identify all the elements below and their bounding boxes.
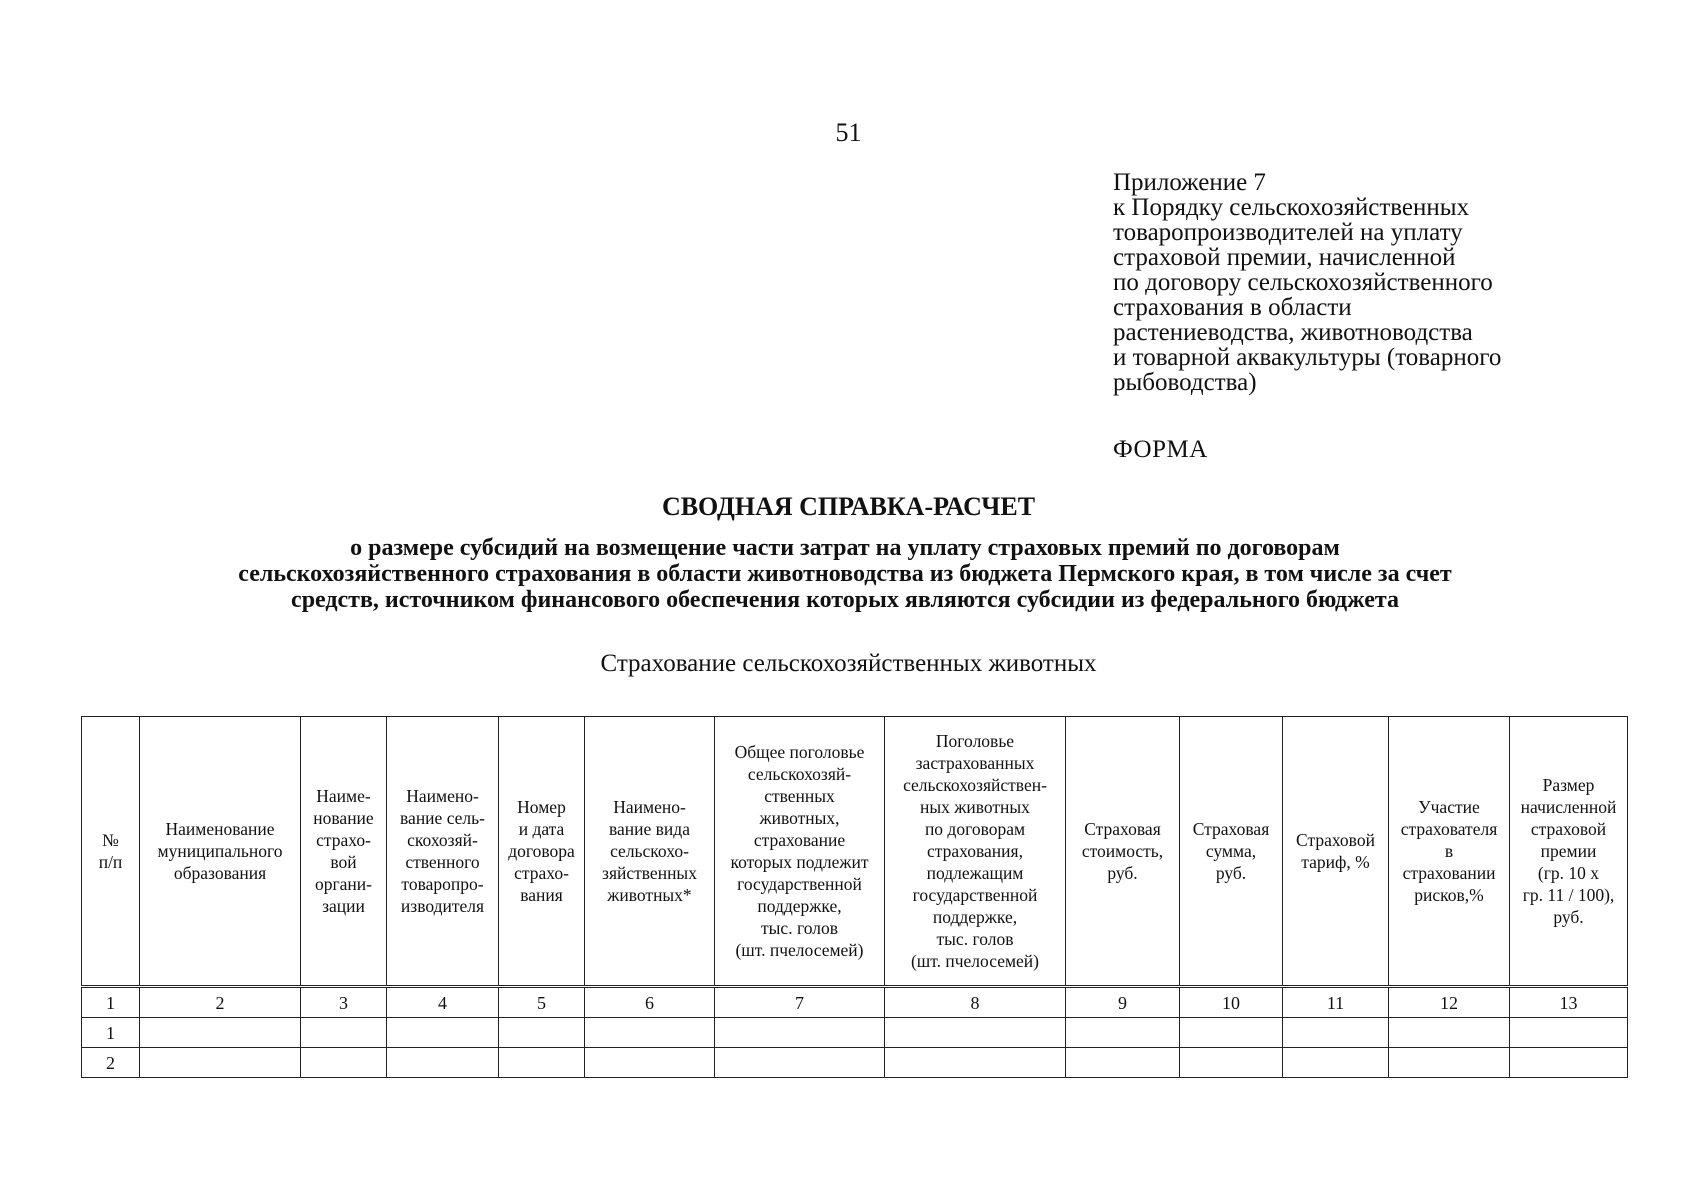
column-header-line: зации bbox=[322, 896, 365, 916]
column-header-line: сельскохо- bbox=[610, 841, 689, 861]
subtitle-line: средств, источником финансового обеспечения которых являются субсидии из федерального бюджета bbox=[291, 587, 1399, 613]
column-header-line: Участие bbox=[1418, 797, 1480, 817]
column-header-line: тыс. голов bbox=[936, 929, 1014, 949]
column-header-line: нование bbox=[313, 808, 374, 828]
row-number-cell: 2 bbox=[82, 1048, 140, 1078]
column-header-line: страховой bbox=[1530, 819, 1607, 839]
column-header-line: стоимость, bbox=[1081, 841, 1164, 861]
table-cell[interactable] bbox=[1389, 1048, 1510, 1078]
column-header-line: Страховой bbox=[1296, 830, 1375, 850]
table-cell[interactable] bbox=[387, 1048, 499, 1078]
column-header-line: страхо- bbox=[316, 830, 371, 850]
column-header-line: руб. bbox=[1215, 863, 1247, 883]
column-number-cell: 13 bbox=[1510, 987, 1628, 1018]
column-header bbox=[140, 717, 301, 987]
appendix-line: растениеводства, животноводства bbox=[1113, 319, 1473, 346]
column-header-line: животных* bbox=[607, 885, 692, 905]
table-cell[interactable] bbox=[715, 1018, 885, 1048]
column-header-line: ственных bbox=[764, 786, 835, 806]
table-cell[interactable] bbox=[885, 1018, 1066, 1048]
column-header bbox=[715, 717, 885, 987]
column-number-cell: 1 bbox=[82, 987, 140, 1018]
table-header-row bbox=[82, 717, 1628, 987]
document-subtitle bbox=[60, 535, 1630, 613]
column-header-line: договора bbox=[508, 841, 575, 861]
column-header-line: п/п bbox=[98, 852, 123, 872]
column-header-line: (шт. пчелосемей) bbox=[735, 940, 864, 960]
column-header bbox=[82, 717, 140, 987]
appendix-line: Приложение 7 bbox=[1113, 169, 1266, 196]
appendix-reference bbox=[1113, 170, 1653, 395]
appendix-line: рыбоводства) bbox=[1113, 369, 1257, 396]
table-cell[interactable] bbox=[1510, 1048, 1628, 1078]
column-number-row bbox=[82, 987, 1628, 1018]
column-header-line: муниципального bbox=[157, 841, 283, 861]
appendix-line: страхования в области bbox=[1113, 294, 1352, 321]
column-header bbox=[499, 717, 585, 987]
column-header-line: вания bbox=[520, 885, 563, 905]
table-cell[interactable] bbox=[140, 1018, 301, 1048]
column-header bbox=[1283, 717, 1389, 987]
table-cell[interactable] bbox=[1066, 1018, 1180, 1048]
calculation-table bbox=[81, 716, 1628, 1078]
column-header-line: Размер bbox=[1542, 775, 1595, 795]
column-header-line: животных, bbox=[759, 808, 840, 828]
column-header bbox=[1180, 717, 1283, 987]
column-header-line: застрахованных bbox=[915, 753, 1035, 773]
column-header-line: страхо- bbox=[514, 863, 569, 883]
column-header-line: и дата bbox=[518, 819, 565, 839]
column-header bbox=[1389, 717, 1510, 987]
column-header-line: руб. bbox=[1107, 863, 1138, 883]
column-header-line: № bbox=[102, 830, 119, 850]
column-header-line: премии bbox=[1540, 841, 1597, 861]
column-header-line: Страховая bbox=[1084, 819, 1161, 839]
table-cell[interactable] bbox=[387, 1018, 499, 1048]
form-label: ФОРМА bbox=[1113, 436, 1208, 463]
column-header-line: зяйственных bbox=[602, 863, 697, 883]
column-header-line: страховании bbox=[1402, 863, 1496, 883]
table-cell[interactable] bbox=[585, 1048, 715, 1078]
table-cell[interactable] bbox=[1510, 1018, 1628, 1048]
column-header-line: сельскохозяй- bbox=[747, 764, 852, 784]
table-cell[interactable] bbox=[1180, 1018, 1283, 1048]
column-header-line: ственного bbox=[405, 852, 480, 872]
column-header bbox=[1510, 717, 1628, 987]
column-header-line: Наименование bbox=[165, 819, 275, 839]
column-number-cell: 2 bbox=[140, 987, 301, 1018]
column-header-line: которых подлежит bbox=[730, 852, 869, 872]
column-header-line: Поголовье bbox=[935, 731, 1015, 751]
column-header-line: в bbox=[1444, 841, 1454, 861]
table-cell[interactable] bbox=[140, 1048, 301, 1078]
column-header-line: гр. 11 / 100), bbox=[1522, 885, 1615, 905]
column-header-line: (шт. пчелосемей) bbox=[910, 951, 1040, 971]
section-title: Страхование сельскохозяйственных животных bbox=[600, 650, 1097, 677]
column-header bbox=[1066, 717, 1180, 987]
appendix-line: товаропроизводителей на уплату bbox=[1113, 219, 1463, 246]
column-number-cell: 8 bbox=[885, 987, 1066, 1018]
column-number-cell: 5 bbox=[499, 987, 585, 1018]
column-header-line: страхователя bbox=[1400, 819, 1498, 839]
column-header bbox=[885, 717, 1066, 987]
table-cell[interactable] bbox=[885, 1048, 1066, 1078]
column-number-cell: 7 bbox=[715, 987, 885, 1018]
table-cell[interactable] bbox=[1066, 1048, 1180, 1078]
column-header-line: скохозяй- bbox=[407, 830, 478, 850]
document-title: СВОДНАЯ СПРАВКА-РАСЧЕТ bbox=[661, 492, 1036, 521]
column-header-line: сельскохозяйствен- bbox=[903, 775, 1047, 795]
table-cell[interactable] bbox=[1283, 1048, 1389, 1078]
table-cell[interactable] bbox=[301, 1048, 387, 1078]
column-header-line: сумма, bbox=[1205, 841, 1257, 861]
column-header bbox=[387, 717, 499, 987]
subtitle-line: о размере субсидий на возмещение части затрат на уплату страховых премий по договорам bbox=[350, 535, 1340, 561]
column-header-line: начисленной bbox=[1520, 797, 1617, 817]
column-header-line: Страховая bbox=[1192, 819, 1270, 839]
row-number-cell: 1 bbox=[82, 1018, 140, 1048]
column-header-line: подлежащим bbox=[926, 863, 1024, 883]
appendix-line: и товарной аквакультуры (товарного bbox=[1113, 344, 1502, 371]
column-header-line: по договорам bbox=[924, 819, 1026, 839]
table-cell[interactable] bbox=[1180, 1048, 1283, 1078]
table-cell[interactable] bbox=[1283, 1018, 1389, 1048]
table-cell[interactable] bbox=[499, 1018, 585, 1048]
column-header-line: государственной bbox=[737, 874, 862, 894]
table-cell[interactable] bbox=[1389, 1018, 1510, 1048]
column-header-line: образования bbox=[173, 863, 267, 883]
column-header-line: органи- bbox=[314, 874, 372, 894]
table-row bbox=[82, 1018, 1628, 1048]
column-number-cell: 9 bbox=[1066, 987, 1180, 1018]
appendix-line: по договору сельскохозяйственного bbox=[1113, 269, 1493, 296]
column-header-line: страхования, bbox=[927, 841, 1023, 861]
column-header-line: товаропро- bbox=[401, 874, 484, 894]
column-header-line: поддержке, bbox=[932, 907, 1018, 927]
column-header-line: (гр. 10 х bbox=[1537, 863, 1600, 883]
column-header bbox=[301, 717, 387, 987]
column-header-line: вание сель- bbox=[400, 808, 485, 828]
column-header-line: тариф, % bbox=[1301, 852, 1370, 872]
column-header-line: ных животных bbox=[920, 797, 1030, 817]
column-header-line: поддержке, bbox=[757, 896, 842, 916]
column-number-cell: 3 bbox=[301, 987, 387, 1018]
subtitle-line: сельскохозяйственного страхования в области животноводства из бюджета Пермского края, в том числе за счет bbox=[238, 561, 1452, 587]
column-header-line: страхование bbox=[753, 830, 846, 850]
column-header-line: вой bbox=[330, 852, 357, 872]
page-number: 51 bbox=[835, 118, 862, 147]
table-cell[interactable] bbox=[301, 1018, 387, 1048]
column-number-cell: 10 bbox=[1180, 987, 1283, 1018]
column-header-line: Наимено- bbox=[406, 786, 479, 806]
column-header-line: Номер bbox=[517, 797, 566, 817]
column-number-cell: 11 bbox=[1283, 987, 1389, 1018]
table-cell[interactable] bbox=[585, 1018, 715, 1048]
column-header-line: руб. bbox=[1553, 907, 1584, 927]
appendix-line: к Порядку сельскохозяйственных bbox=[1113, 194, 1470, 221]
table-row bbox=[82, 1048, 1628, 1078]
column-header-line: тыс. голов bbox=[761, 918, 838, 938]
column-number-cell: 6 bbox=[585, 987, 715, 1018]
column-header-line: изводителя bbox=[400, 896, 485, 916]
table-cell[interactable] bbox=[499, 1048, 585, 1078]
column-header-line: вание вида bbox=[609, 819, 690, 839]
appendix-line: страховой премии, начисленной bbox=[1113, 244, 1456, 271]
table-cell[interactable] bbox=[715, 1048, 885, 1078]
column-number-cell: 4 bbox=[387, 987, 499, 1018]
column-header-line: Общее поголовье bbox=[734, 742, 865, 762]
column-header-line: рисков,% bbox=[1414, 885, 1484, 905]
column-header-line: Наимено- bbox=[613, 797, 686, 817]
column-header-line: государственной bbox=[912, 885, 1038, 905]
column-number-cell: 12 bbox=[1389, 987, 1510, 1018]
column-header bbox=[585, 717, 715, 987]
column-header-line: Наиме- bbox=[316, 786, 371, 806]
